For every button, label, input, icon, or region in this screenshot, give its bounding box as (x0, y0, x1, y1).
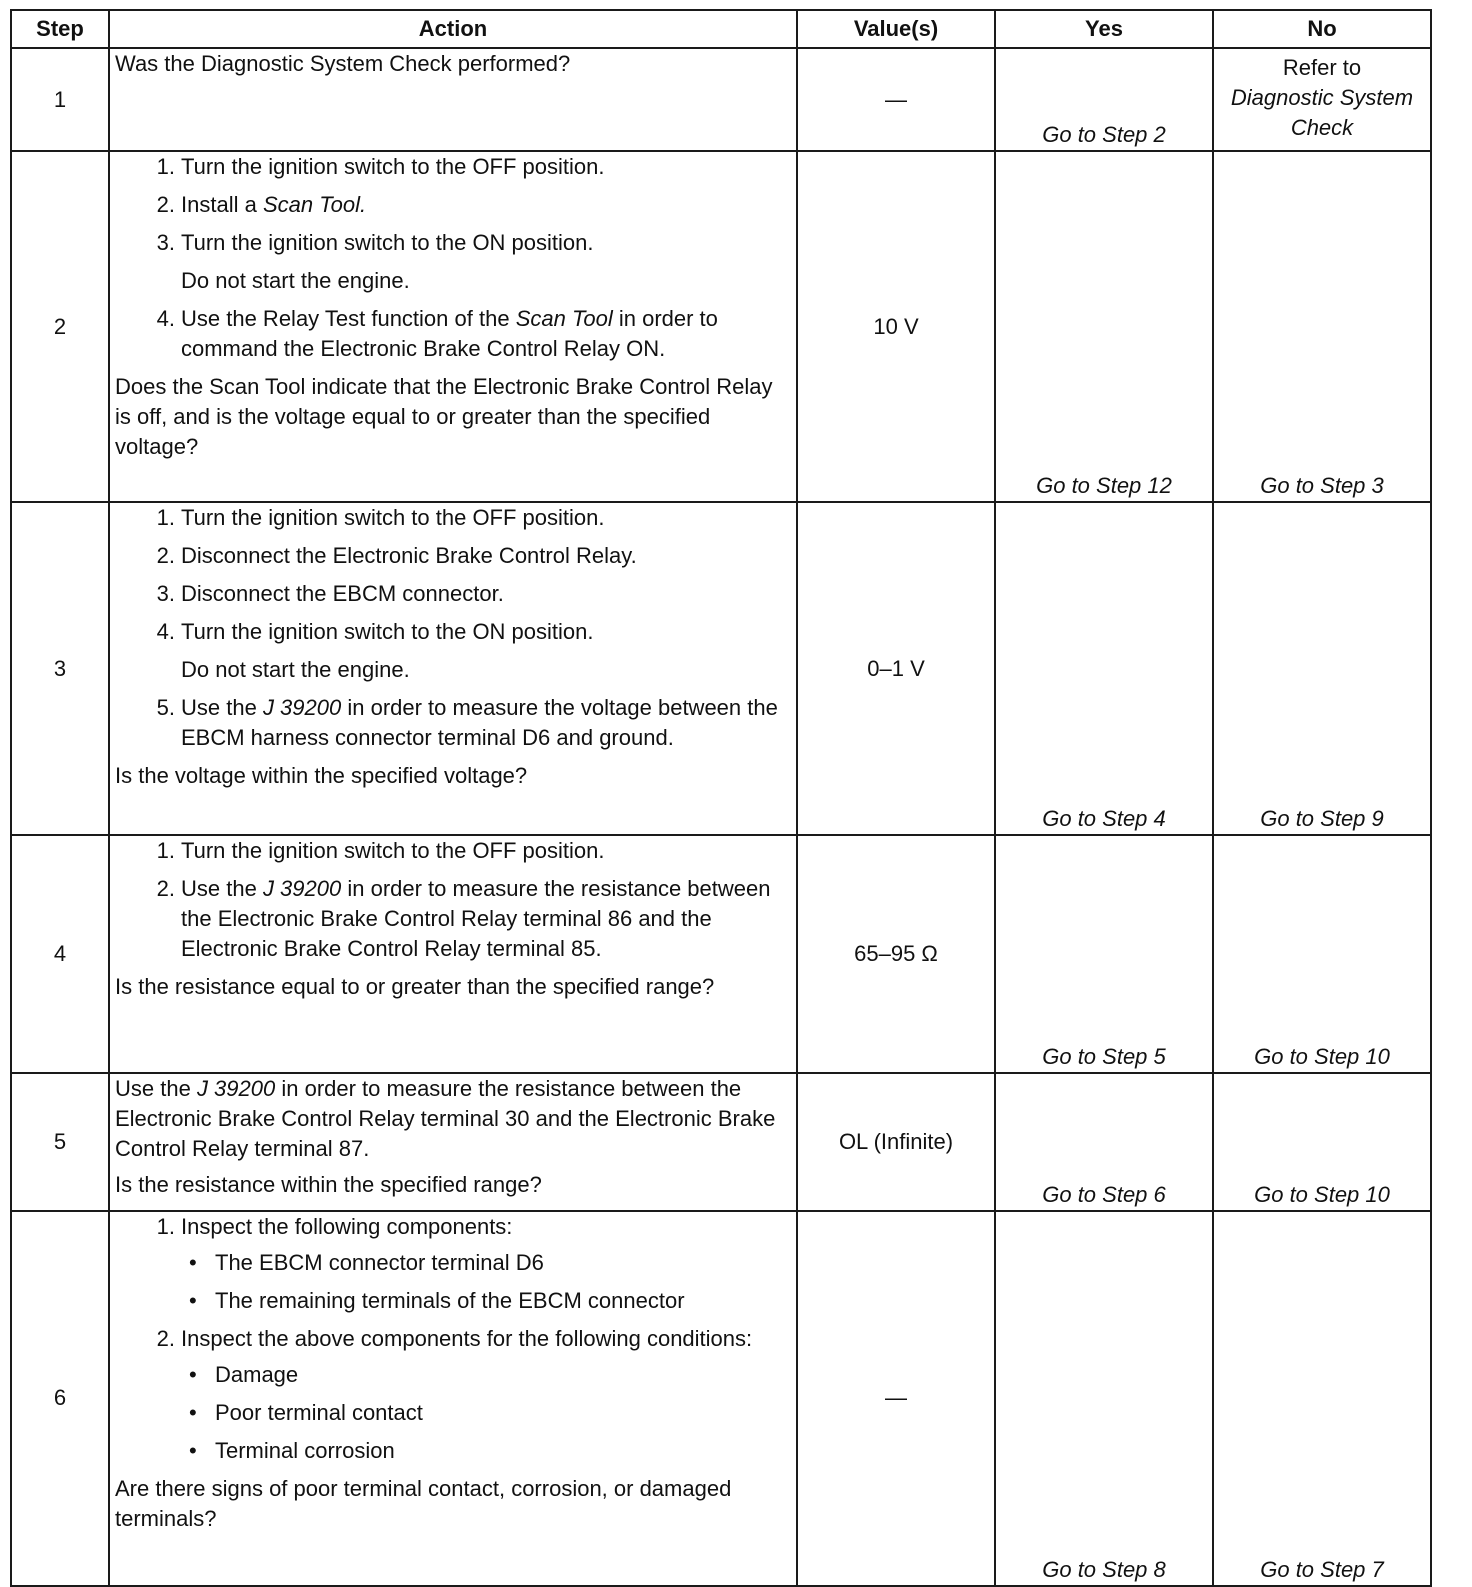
no-cell (1213, 48, 1431, 151)
no-cell: Go to Step 7 (1213, 1211, 1431, 1586)
action-question: Does the Scan Tool indicate that the Electronic Brake Control Relay is off, and is the voltage equal to or greater than the specified voltage? (115, 374, 773, 460)
instruction-item (145, 1324, 791, 1466)
value-cell: — (797, 1211, 995, 1586)
instruction-item (145, 874, 791, 964)
item-number: 2. (156, 192, 175, 218)
instruction-item (145, 228, 791, 296)
value-cell: 0–1 V (797, 502, 995, 835)
table-row-step-4 (11, 835, 1431, 1072)
bullet-icon: • (189, 1437, 197, 1463)
bullet-icon: • (189, 1249, 197, 1275)
step-number: 4 (11, 835, 109, 1072)
action-question: Is the resistance equal to or greater than the specified range? (115, 974, 715, 1000)
instruction-item (145, 541, 791, 571)
item-text-italic: J 39200 (262, 695, 342, 721)
step-number: 2 (11, 151, 109, 502)
yes-cell: Go to Step 6 (995, 1073, 1213, 1211)
item-text: Use the (181, 695, 263, 721)
yes-cell: Go to Step 5 (995, 835, 1213, 1072)
item-text-italic: J 39200 (262, 876, 342, 902)
item-number: 5. (156, 695, 175, 721)
instruction-list (115, 836, 791, 964)
value-cell: — (797, 48, 995, 151)
header-yes: Yes (995, 10, 1213, 48)
item-text: Turn the ignition switch to the ON position. (181, 619, 594, 645)
bullet-text: Terminal corrosion (215, 1437, 395, 1463)
table-row-step-2 (11, 151, 1431, 502)
header-step: Step (11, 10, 109, 48)
action-question: Is the voltage within the specified voltage? (115, 763, 528, 789)
item-text: Use the Relay Test function of the (181, 306, 516, 332)
action-cell (109, 835, 797, 1072)
item-number: 4. (156, 306, 175, 332)
instruction-list (115, 503, 791, 753)
item-text: Turn the ignition switch to the OFF position. (181, 838, 605, 864)
action-cell (109, 1211, 797, 1586)
item-text: Disconnect the EBCM connector. (181, 581, 504, 607)
item-number: 2. (156, 543, 175, 569)
item-number: 2. (156, 876, 175, 902)
item-number: 2. (156, 1325, 175, 1351)
item-number: 1. (156, 1213, 175, 1239)
value-cell: 65–95 Ω (797, 835, 995, 1072)
bullet-item (185, 1398, 791, 1428)
item-text: Inspect the above components for the following conditions: (181, 1325, 753, 1351)
step-number: 5 (11, 1073, 109, 1211)
instruction-item (145, 617, 791, 685)
yes-cell: Go to Step 8 (995, 1211, 1213, 1586)
table-row-step-3 (11, 502, 1431, 835)
item-text-italic: Scan Tool (515, 306, 613, 332)
step-number: 6 (11, 1211, 109, 1586)
item-text: Install a (181, 192, 263, 218)
instruction-list (115, 152, 791, 364)
bullet-text: The EBCM connector terminal D6 (215, 1249, 544, 1275)
item-text: in order to measure the voltage between the EBCM harness connector terminal D6 and ground. (181, 695, 778, 751)
item-continuation: Do not start the engine. (181, 268, 410, 294)
item-number: 3. (156, 581, 175, 607)
action-question: Is the resistance within the specified range? (115, 1171, 542, 1197)
value-cell: 10 V (797, 151, 995, 502)
action-text-italic: J 39200 (196, 1075, 276, 1101)
yes-cell: Go to Step 4 (995, 502, 1213, 835)
item-text: Turn the ignition switch to the OFF position. (181, 505, 605, 531)
yes-cell: Go to Step 2 (995, 48, 1213, 151)
bullet-text: Damage (215, 1361, 299, 1387)
action-text: in order to measure the resistance between the Electronic Brake Control Relay terminal 30 and the Electronic Brake Control Relay terminal 87. (115, 1075, 776, 1161)
step-number: 1 (11, 48, 109, 151)
instruction-item (145, 1212, 791, 1316)
header-no: No (1213, 10, 1431, 48)
item-text-italic: Scan Tool. (262, 192, 367, 218)
action-question: Are there signs of poor terminal contact, corrosion, or damaged terminals? (115, 1475, 732, 1531)
table-row-step-6 (11, 1211, 1431, 1586)
step-number: 3 (11, 502, 109, 835)
value-cell: OL (Infinite) (797, 1073, 995, 1211)
item-number: 1. (156, 505, 175, 531)
action-cell (109, 502, 797, 835)
item-number: 1. (156, 838, 175, 864)
item-number: 3. (156, 230, 175, 256)
no-refer-prefix: Refer to (1282, 55, 1362, 80)
header-action: Action (109, 10, 797, 48)
item-text: Inspect the following components: (181, 1213, 513, 1239)
item-number: 1. (156, 154, 175, 180)
no-refer-target: Diagnostic System Check (1230, 85, 1414, 140)
no-cell: Go to Step 10 (1213, 1073, 1431, 1211)
action-question: Was the Diagnostic System Check performed? (115, 51, 571, 76)
bullet-item (185, 1436, 791, 1466)
bullet-list (181, 1248, 791, 1316)
no-cell: Go to Step 9 (1213, 502, 1431, 835)
item-number: 4. (156, 619, 175, 645)
item-text: Turn the ignition switch to the OFF position. (181, 154, 605, 180)
action-cell (109, 1073, 797, 1211)
bullet-icon: • (189, 1361, 197, 1387)
item-text: in order to command the Electronic Brake Control Relay ON. (181, 306, 718, 362)
no-cell: Go to Step 10 (1213, 835, 1431, 1072)
header-row (11, 10, 1431, 48)
bullet-item (185, 1360, 791, 1390)
item-text: Disconnect the Electronic Brake Control Relay. (181, 543, 637, 569)
action-text: Use the (115, 1075, 197, 1101)
bullet-list (181, 1360, 791, 1466)
no-cell: Go to Step 3 (1213, 151, 1431, 502)
instruction-item (145, 190, 791, 220)
table-row-step-1 (11, 48, 1431, 151)
item-text: in order to measure the resistance between the Electronic Brake Control Relay terminal 86 and the Electronic Brake Control Relay terminal 85. (181, 876, 771, 962)
action-cell (109, 151, 797, 502)
instruction-item (145, 693, 791, 753)
bullet-text: Poor terminal contact (215, 1399, 423, 1425)
instruction-item (145, 152, 791, 182)
table-row-step-5 (11, 1073, 1431, 1211)
action-cell (109, 48, 797, 151)
instruction-item (145, 503, 791, 533)
item-text: Use the (181, 876, 263, 902)
bullet-item (185, 1248, 791, 1278)
diagnostic-table (10, 9, 1432, 1587)
bullet-item (185, 1286, 791, 1316)
instruction-item (145, 304, 791, 364)
yes-cell: Go to Step 12 (995, 151, 1213, 502)
instruction-item (145, 579, 791, 609)
instruction-list (115, 1212, 791, 1466)
item-text: Turn the ignition switch to the ON position. (181, 230, 594, 256)
instruction-item (145, 836, 791, 866)
bullet-text: The remaining terminals of the EBCM connector (215, 1287, 685, 1313)
bullet-icon: • (189, 1399, 197, 1425)
bullet-icon: • (189, 1287, 197, 1313)
item-continuation: Do not start the engine. (181, 657, 410, 683)
header-value: Value(s) (797, 10, 995, 48)
